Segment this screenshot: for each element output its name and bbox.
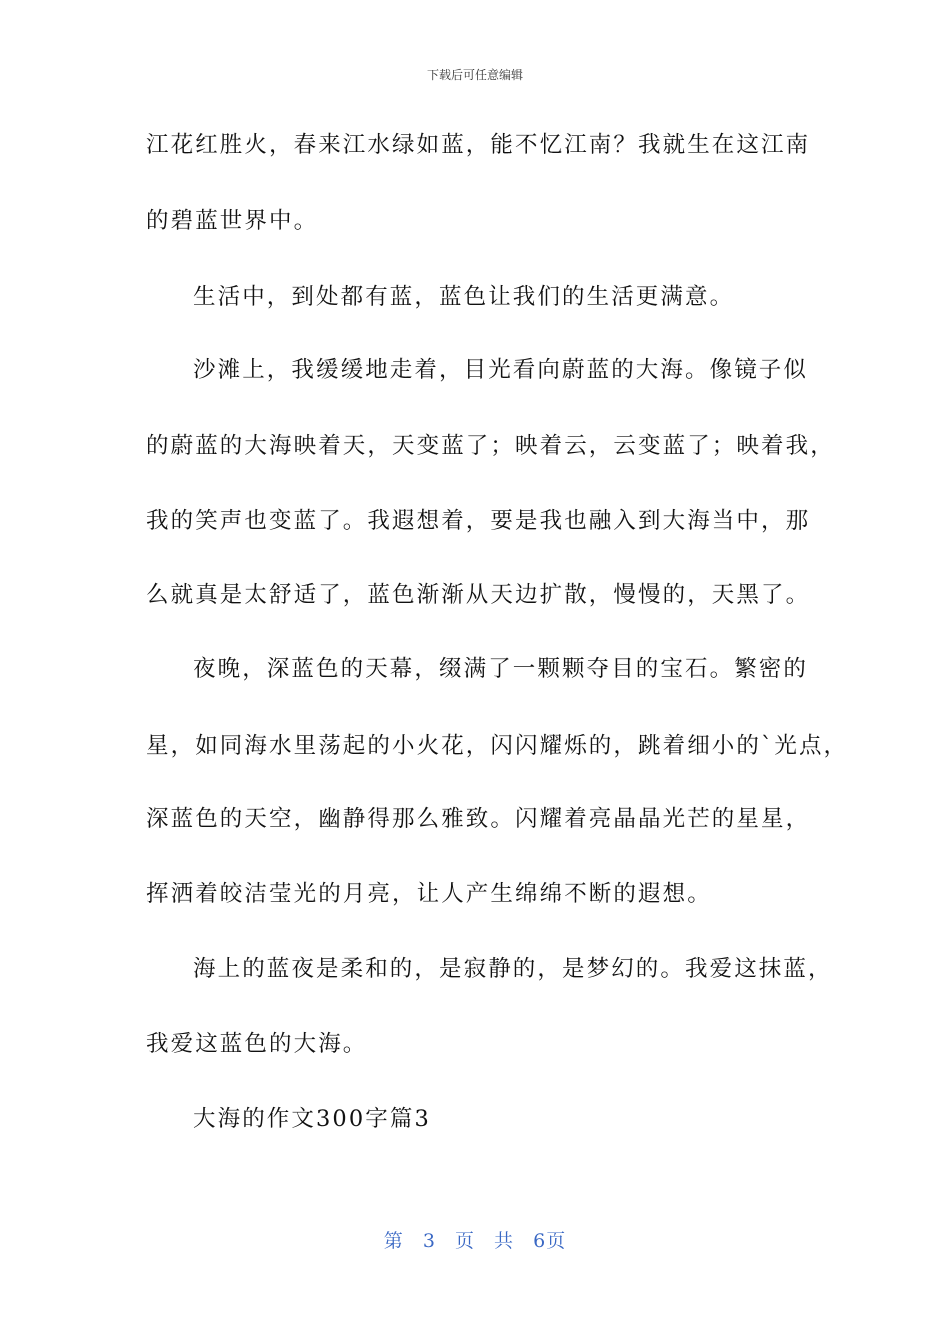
section-heading: 大海的作文300字篇3 [193,1106,431,1132]
paragraph-line: 沙滩上，我缓缓地走着，目光看向蔚蓝的大海。像镜子似 [193,357,809,383]
footer-gong: 共 [494,1230,515,1252]
paragraph-line: 江花红胜火，春来江水绿如蓝，能不忆江南？我就生在这江南 [146,132,811,158]
paragraph-line: 的蔚蓝的大海映着天，天变蓝了；映着云，云变蓝了；映着我， [146,433,835,459]
paragraph-line: 我的笑声也变蓝了。我遐想着，要是我也融入到大海当中，那 [146,508,811,534]
paragraph-line: 深蓝色的天空，幽静得那么雅致。闪耀着亮晶晶光芒的星星， [146,806,811,832]
paragraph-line: 海上的蓝夜是柔和的，是寂静的，是梦幻的。我爱这抹蓝， [193,956,833,982]
footer-di: 第 [383,1230,404,1252]
paragraph-line: 生活中，到处都有蓝，蓝色让我们的生活更满意。 [193,284,735,310]
page-header: 下载后可任意编辑 [426,68,523,82]
paragraph-line: 星，如同海水里荡起的小火花，闪闪耀烁的，跳着细小的`光点， [146,733,849,759]
footer-ye: 页 [454,1230,475,1252]
paragraph-line: 夜晚，深蓝色的天幕，缀满了一颗颗夺目的宝石。繁密的 [193,656,809,682]
paragraph-line: 的碧蓝世界中。 [146,208,319,234]
paragraph-line: 么就真是太舒适了，蓝色渐渐从天边扩散，慢慢的，天黑了。 [146,582,811,608]
paragraph-line: 我爱这蓝色的大海。 [146,1031,368,1057]
paragraph-line: 挥洒着皎洁莹光的月亮，让人产生绵绵不断的遐想。 [146,881,712,907]
page-footer [0,1226,950,1253]
footer-total: 6页 [533,1230,567,1252]
footer-current-page: 3 [422,1230,436,1252]
